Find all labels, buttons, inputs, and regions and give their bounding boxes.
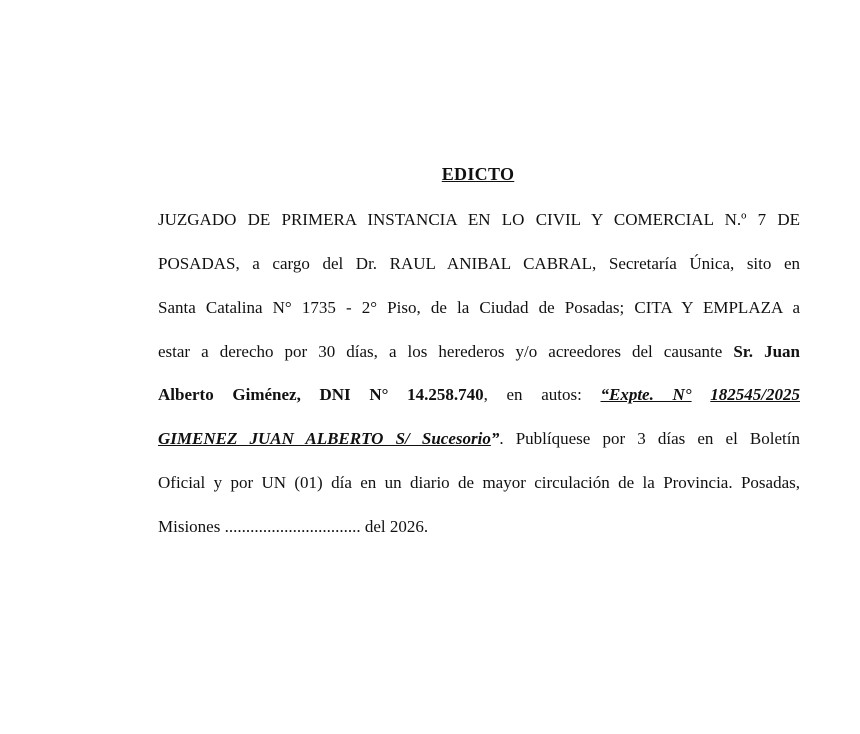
edict-line-5-text: , en autos: [483, 385, 601, 404]
expediente-number: 182545/2025 [710, 385, 801, 404]
expediente-close-quote: ” [490, 429, 500, 448]
expediente-caption: GIMENEZ JUAN ALBERTO S/ Sucesorio [158, 429, 491, 448]
causante-name-dni: Alberto Giménez, DNI N° 14.258.740 [158, 385, 484, 404]
edict-line-8: Misiones ................................ del 2026. [158, 517, 429, 536]
edict-line-2: POSADAS, a cargo del Dr. RAUL ANIBAL CABRAL, Secretaría Única, sito en [158, 254, 800, 273]
causante-name-start: Sr. Juan [733, 342, 800, 361]
edict-line-3: Santa Catalina N° 1735 - 2° Piso, de la Ciudad de Posadas; CITA Y EMPLAZA a [158, 298, 800, 317]
edict-line-4 [158, 341, 800, 363]
expediente-label: “Expte. N° [600, 385, 692, 404]
edict-line-1: JUZGADO DE PRIMERA INSTANCIA EN LO CIVIL Y COMERCIAL N.º 7 DE [158, 210, 800, 229]
edict-line-5 [158, 384, 800, 406]
document-title: EDICTO [441, 164, 515, 184]
edict-line-6 [158, 428, 800, 450]
edict-line-6-text: . Publíquese por 3 días en el Boletín [499, 429, 800, 448]
edict-line-7: Oficial y por UN (01) día en un diario de mayor circulación de la Provincia. Posadas, [158, 473, 800, 492]
edict-line-4-text: estar a derecho por 30 días, a los herederos y/o acreedores del causante [158, 342, 734, 361]
